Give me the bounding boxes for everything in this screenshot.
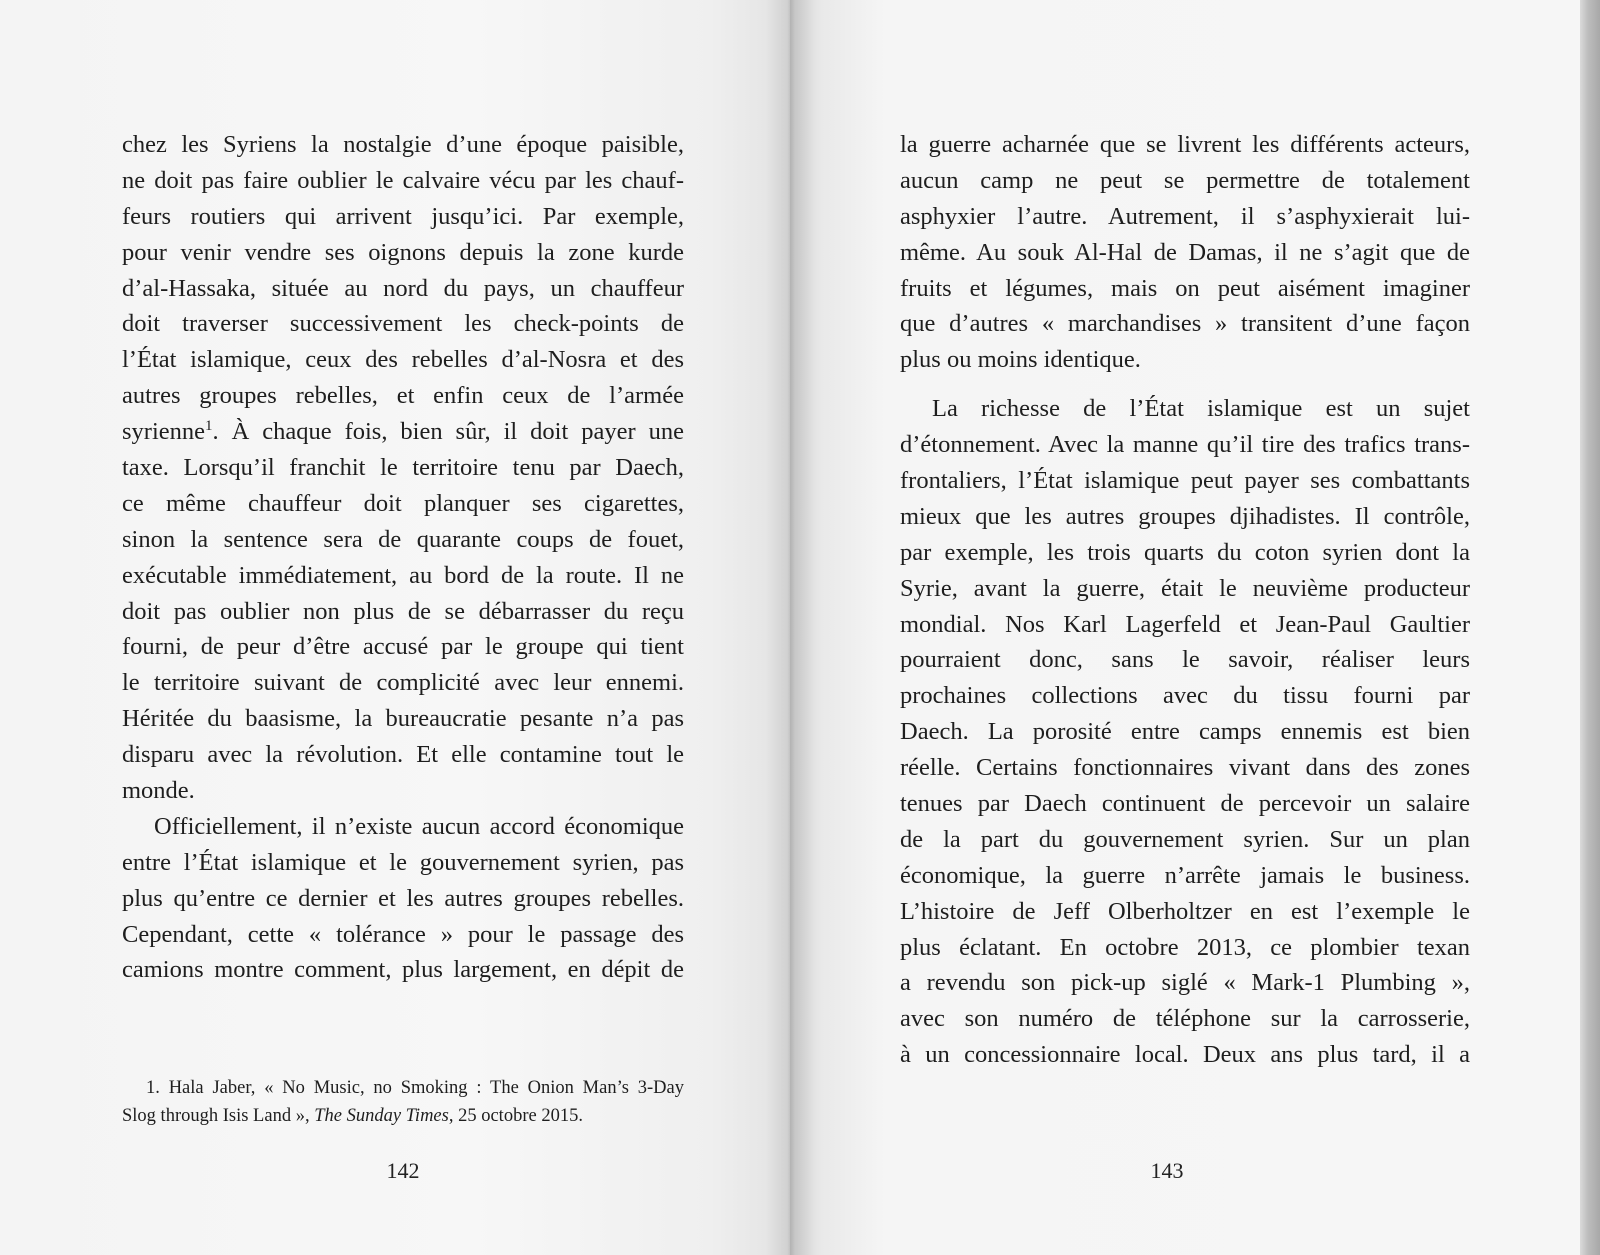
right-line: que d’autres « marchandises » transitent d’une façon [900, 310, 1470, 338]
page-number-left: 142 [386, 1158, 420, 1183]
left-line: chez les Syriens la nostalgie d’une époque paisible, [122, 131, 684, 158]
right-line: avec son numéro de téléphone sur la carrosserie, [900, 1005, 1470, 1033]
right-line: de la part du gouvernement syrien. Sur un plan [900, 825, 1470, 853]
page-number-right: 143 [1150, 1158, 1184, 1183]
footnote-publication-title: The Sunday Times [314, 1105, 449, 1126]
left-line: ne doit pas faire oublier le calvaire vécu par les chauf- [122, 166, 684, 194]
left-line: Cependant, cette « tolérance » pour le passage des [122, 920, 684, 948]
right-line: pourraient donc, sans le savoir, réaliser leurs [900, 646, 1470, 674]
left-line: l’État islamique, ceux des rebelles d’al-Nosra et des [122, 346, 684, 374]
right-line: mondial. Nos Karl Lagerfeld et Jean-Paul Gaultier [900, 610, 1470, 638]
right-line: La richesse de l’État islamique est un sujet [932, 395, 1470, 423]
right-line: fruits et légumes, mais on peut aisément imaginer [900, 274, 1470, 302]
left-line: le territoire suivant de complicité avec leur ennemi. [122, 669, 684, 697]
right-line: économique, la guerre n’arrête jamais le business. [900, 861, 1470, 889]
footnote-line-2 [122, 1103, 684, 1131]
right-line: asphyxier l’autre. Autrement, il s’asphyxierait lui- [900, 202, 1470, 230]
left-line: monde. [122, 777, 195, 805]
left-line: autres groupes rebelles, et enfin ceux de l’armée [122, 382, 684, 410]
left-line: doit traverser successivement les check-points de [122, 310, 684, 338]
left-line: disparu avec la révolution. Et elle contamine tout le [122, 741, 684, 769]
right-line: frontaliers, l’État islamique peut payer ses combattants [900, 467, 1470, 495]
footnote-line-2-end: , 25 octobre 2015. [448, 1105, 583, 1126]
right-line: la guerre acharnée que se livrent les différents acteurs, [900, 131, 1470, 158]
right-line: à un concessionnaire local. Deux ans plus tard, il a [900, 1041, 1470, 1069]
left-line: doit pas oublier non plus de se débarrasser du reçu [122, 597, 684, 625]
footnote-ref-1: 1 [205, 418, 213, 435]
left-line: fourni, de peur d’être accusé par le groupe qui tient [122, 633, 684, 661]
right-line: réelle. Certains fonctionnaires vivant dans des zones [900, 754, 1470, 782]
right-line: aucun camp ne peut se permettre de totalement [900, 166, 1470, 194]
right-line: mieux que les autres groupes djihadistes. Il contrôle, [900, 502, 1470, 530]
left-line: d’al-Hassaka, située au nord du pays, un chauffeur [122, 274, 684, 302]
right-line: tenues par Daech continuent de percevoir un salaire [900, 790, 1470, 818]
left-line: exécutable immédiatement, au bord de la route. Il ne [122, 561, 684, 589]
left-line-end: . À chaque fois, bien sûr, il doit payer une [212, 418, 684, 446]
left-line-start: syrienne [122, 418, 205, 446]
right-line: Daech. La porosité entre camps ennemis est bien [900, 718, 1470, 746]
left-line: Officiellement, il n’existe aucun accord économique [154, 812, 684, 840]
left-page-body [122, 127, 684, 988]
left-line: taxe. Lorsqu’il franchit le territoire tenu par Daech, [122, 454, 684, 482]
right-line: même. Au souk Al-Hal de Damas, il ne s’agit que de [900, 238, 1470, 266]
footnote-line-2-start: Slog through Isis Land », [122, 1105, 315, 1126]
left-page [0, 0, 790, 1255]
left-line: pour venir vendre ses oignons depuis la zone kurde [122, 238, 684, 266]
right-line: prochaines collections avec du tissu fourni par [900, 682, 1470, 710]
footnote [122, 1075, 684, 1130]
right-page-body [900, 127, 1470, 1073]
left-line: Héritée du baasisme, la bureaucratie pesante n’a pas [122, 705, 684, 733]
page-edge [1580, 0, 1600, 1255]
right-line: a revendu son pick-up siglé « Mark-1 Plumbing », [900, 969, 1470, 997]
right-line: plus éclatant. En octobre 2013, ce plombier texan [900, 933, 1470, 961]
right-line: d’étonnement. Avec la manne qu’il tire des trafics trans- [900, 431, 1470, 459]
right-line: plus ou moins identique. [900, 346, 1141, 374]
right-page [790, 0, 1580, 1255]
left-line: ce même chauffeur doit planquer ses cigarettes, [122, 489, 684, 517]
left-line-footnote-ref [122, 414, 684, 450]
left-line: sinon la sentence sera de quarante coups de fouet, [122, 525, 684, 553]
right-line: par exemple, les trois quarts du coton syrien dont la [900, 538, 1470, 566]
left-line: plus qu’entre ce dernier et les autres groupes rebelles. [122, 884, 684, 912]
left-line: entre l’État islamique et le gouvernement syrien, pas [122, 848, 684, 876]
right-line: L’histoire de Jeff Olberholtzer en est l’exemple le [900, 897, 1470, 925]
right-line: Syrie, avant la guerre, était le neuvième producteur [900, 574, 1470, 602]
footnote-line-1: 1. Hala Jaber, « No Music, no Smoking : The Onion Man’s 3-Day [146, 1078, 684, 1098]
left-line: camions montre comment, plus largement, en dépit de [122, 956, 684, 984]
left-line: feurs routiers qui arrivent jusqu’ici. Par exemple, [122, 202, 684, 230]
